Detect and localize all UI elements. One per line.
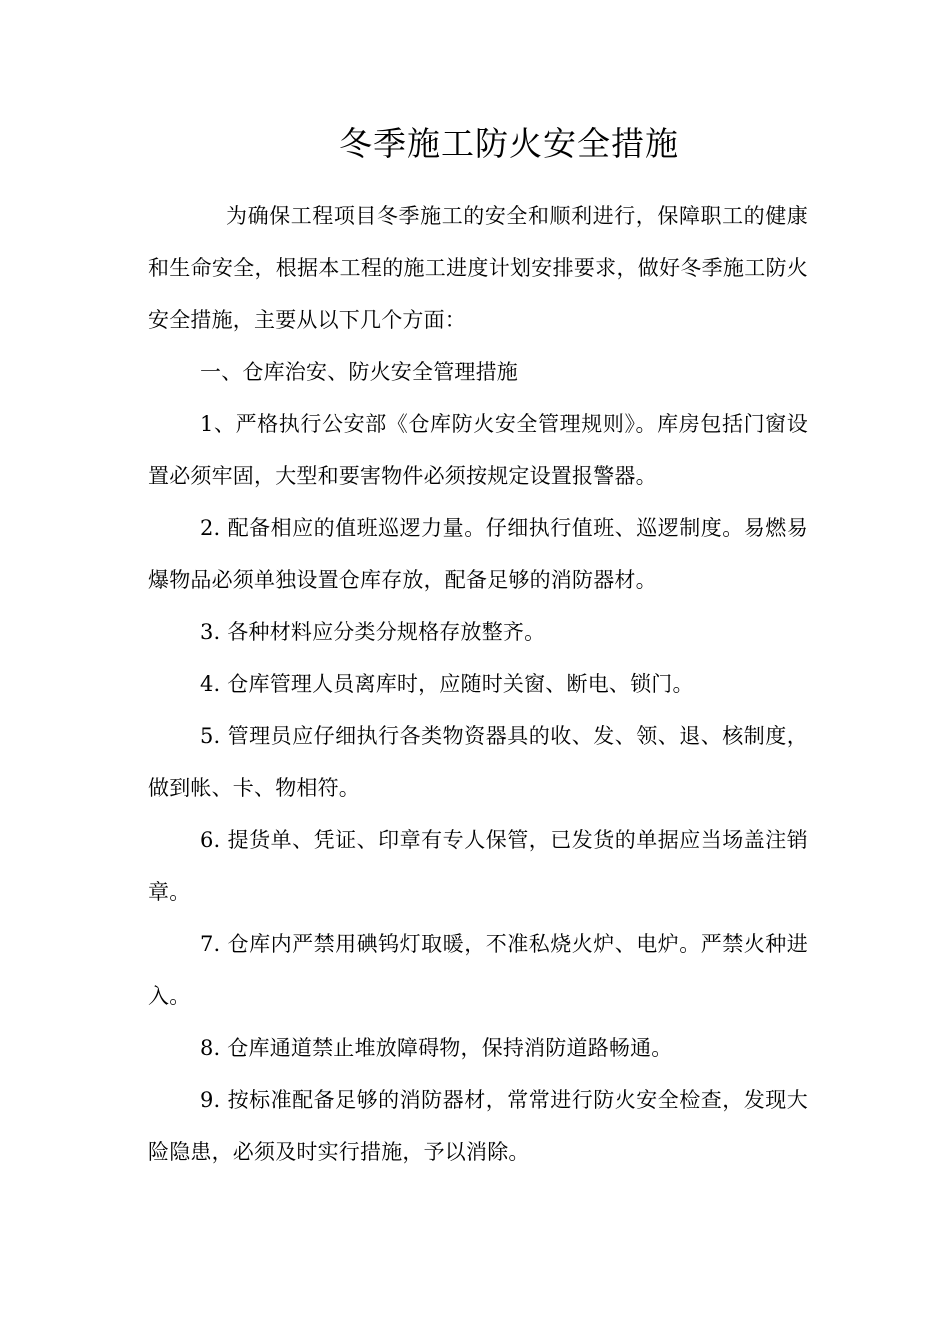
intro-paragraph: 为确保工程项目冬季施工的安全和顺利进行，保障职工的健康和生命安全，根据本工程的施工进度计划安排要求，做好冬季施工防火安全措施，主要从以下几个方面： xyxy=(148,204,808,332)
document-title: 冬季施工防火安全措施 xyxy=(339,124,679,163)
document-body xyxy=(148,190,808,1178)
list-item-2: 2. 配备相应的值班巡逻力量。仔细执行值班、巡逻制度。易燃易爆物品必须单独设置仓库存放，配备足够的消防器材。 xyxy=(148,516,808,592)
list-item-4: 4. 仓库管理人员离库时，应随时关窗、断电、锁门。 xyxy=(200,672,694,696)
list-item-5: 5. 管理员应仔细执行各类物资器具的收、发、领、退、核制度，做到帐、卡、物相符。 xyxy=(148,724,808,800)
list-item-9: 9. 按标准配备足够的消防器材，常常进行防火安全检查，发现大险隐患，必须及时实行措施，予以消除。 xyxy=(148,1088,808,1164)
list-item-3: 3. 各种材料应分类分规格存放整齐。 xyxy=(200,620,546,644)
list-item-7: 7. 仓库内严禁用碘钨灯取暖，不准私烧火炉、电炉。严禁火种进入。 xyxy=(148,932,808,1008)
section-heading: 一、仓库治安、防火安全管理措施 xyxy=(200,360,518,384)
list-item-1: 1、严格执行公安部《仓库防火安全管理规则》。库房包括门窗设置必须牢固，大型和要害物件必须按规定设置报警器。 xyxy=(148,412,808,488)
list-item-8: 8. 仓库通道禁止堆放障碍物，保持消防道路畅通。 xyxy=(200,1036,673,1060)
list-item-6: 6. 提货单、凭证、印章有专人保管，已发货的单据应当场盖注销章。 xyxy=(148,828,808,904)
